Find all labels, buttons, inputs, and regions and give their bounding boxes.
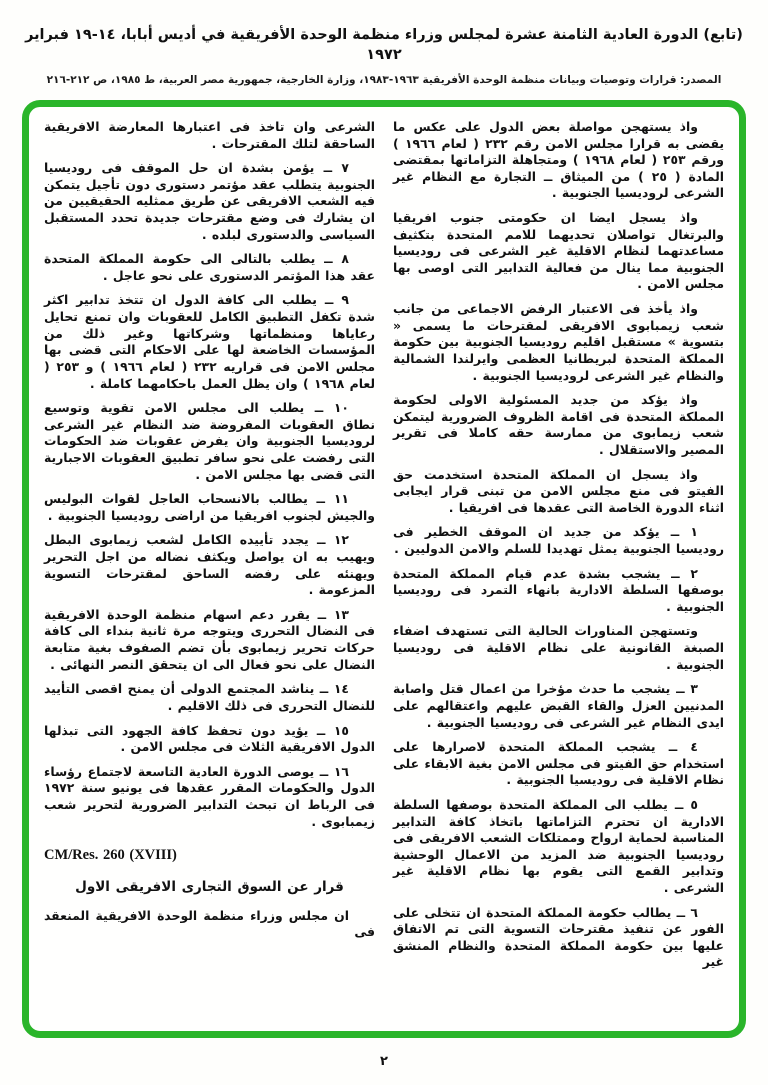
paragraph: واذ يسجل ان المملكة المتحدة استخدمت حق الفيتو فى منع مجلس الامن من تبنى قرار ايجابى اثناء الدورة الخاصة التى عقدها فى افريقيا . <box>393 466 724 515</box>
paragraph: ١٠ ــ يطلب الى مجلس الامن تقوية وتوسيع نطاق العقوبات المفروضة ضد النظام غير الشرعى لروديسيا الجنوبية وان يفرض عقوبات ضد الحكومات التى رفضت على نحو سافر تطبيق العقوبات الاجبارية التى قضى بها مجلس الامن . <box>44 400 375 482</box>
paragraph: ١٥ ــ يؤيد دون تحفظ كافة الجهود التى تبذلها الدول الافريقية الثلاث فى مجلس الامن . <box>44 722 375 755</box>
column-left <box>44 119 375 1023</box>
column-right <box>393 119 724 1023</box>
header-source-line: المصدر: قرارات وتوصيات وبيانات منظمة الوحدة الأفريقية ١٩٦٣-١٩٨٣، وزارة الخارجية، جمهورية مصر العربية، ط ١٩٨٥، ص ٢١٢-٢١٦ <box>46 74 722 87</box>
paragraph: ٨ ــ يطلب بالتالى الى حكومة المملكة المتحدة عقد هذا المؤتمر الدستورى على نحو عاجل . <box>44 251 375 283</box>
paragraph: ١٤ ــ يناشد المجتمع الدولى أن يمنح اقصى التأييد للنضال التحررى فى ذلك الاقليم . <box>44 681 375 713</box>
content-frame <box>22 100 746 1038</box>
paragraph: ١٦ ــ يوصى الدورة العادية التاسعة لاجتماع رؤساء الدول والحكومات المقرر عقدها فى يونيو سنة ١٩٧٢ فى الرباط ان تبحث التدابير الضرورية لتحرير شعب زيمبابوى . <box>44 763 375 829</box>
paragraph: ان مجلس وزراء منظمة الوحدة الافريقية المنعقد فى <box>44 907 375 940</box>
page-header <box>20 26 748 86</box>
section-heading: قرار عن السوق التجارى الافريقى الاول <box>75 878 344 895</box>
page-number: ٢ <box>380 1054 388 1069</box>
paragraph: وتستهجن المناورات الحالية التى تستهدف اضفاء الصبغة القانونية على نظام الاقلية فى روديسيا الجنوبية . <box>393 623 724 672</box>
paragraph: ٧ ــ يؤمن بشدة ان حل الموقف فى روديسيا الجنوبية يتطلب عقد مؤتمر دستورى دون تأجيل يتمكن فيه الشعب الافريقى عن طريق ممثليه الحقيقيين من ان يشارك فى وضع مقترحات جديدة تحدد المستقبل السياسى والدستورى لبلده . <box>44 160 375 242</box>
paragraph: واذ يأخذ فى الاعتبار الرفض الاجماعى من جانب شعب زيمبابوى الافريقى لمقترحات ما يسمى « بتسوية » مستقبل اقليم روديسيا الجنوبية بين حكومة المملكة المتحدة لبريطانيا العظمى وايرلندا الشمالية والنظام غير الشرعى لروديسيا الجنوبية . <box>393 301 724 383</box>
paragraph: ٦ ــ يطالب حكومة المملكة المتحدة ان تتخلى على الفور عن تنفيذ مقترحات التسوية التى تم الاتفاق عليها بين حكومة المملكة المتحدة والنظام المنشق غير <box>393 904 724 970</box>
paragraph: ٣ ــ يشجب ما حدث مؤخرا من اعمال قتل واصابة المدنيين العزل والقاء القبض عليهم واعتقالهم على ايدى النظام غير الشرعى فى روديسيا الجنوبية . <box>393 681 724 730</box>
paragraph: ١٢ ــ يجدد تأييده الكامل لشعب زيمابوى البطل ويهيب به ان يواصل ويكثف نضاله من اجل التحرير ويهنئه على رفضه الساحق لمقترحات التسوية المزعومة . <box>44 532 375 598</box>
paragraph: واذ يؤكد من جديد المسئولية الاولى لحكومة المملكة المتحدة فى اقامة الظروف الضرورية ليتمكن شعب زيمابوى من ممارسة حقه كاملا فى تقرير المصير والاستقلال . <box>393 392 724 457</box>
continuation-paragraph: الشرعى وان تاخذ فى اعتبارها المعارضة الافريقية الساحقة لتلك المقترحات . <box>44 119 375 151</box>
paragraph: ٤ ــ يشجب المملكة المتحدة لاصرارها على استخدام حق الفيتو فى مجلس الامن بغية الابقاء على نظام الاقلية فى روديسيا الجنوبية . <box>393 739 724 788</box>
resolution-ref: CM/Res. 260 (XVIII) <box>44 847 177 864</box>
paragraph: ١١ ــ يطالب بالانسحاب العاجل لقوات البوليس والجيش لجنوب افريقيا من اراضى روديسيا الجنوبية . <box>44 491 375 523</box>
paragraph: ١٣ ــ يقرر دعم اسهام منظمة الوحدة الافريقية فى النضال التحررى ويتوجه مرة ثانية بنداء الى كافة حركات تحرير زيمابوى بأن تضم الصفوف بغية متابعة النضال على نحو فعال الى ان يتحقق النصر النهائى . <box>44 606 375 672</box>
paragraph: واذ يستهجن مواصلة بعض الدول على عكس ما يقضى به قرارا مجلس الامن رقم ٢٣٢ ( لعام ١٩٦٦ ) ورقم ٢٥٣ ( لعام ١٩٦٨ ) ومتجاهلة التزاماتها بمقتضى المادة ( ٢٥ ) من الميثاق ــ التجارة مع النظام غير الشرعى لروديسيا الجنوبية . <box>393 119 725 201</box>
text-columns <box>44 119 724 1023</box>
header-session-title: (تابع) الدورة العادية الثامنة عشرة لمجلس وزراء منظمة الوحدة الأفريقية في أديس أبابا، ١٤-١٩ فبراير ١٩٧٢ <box>25 27 743 63</box>
paragraph: ١ ــ يؤكد من جديد ان الموقف الخطير فى روديسيا الجنوبية يمثل تهديدا للسلم والامن الدوليين . <box>393 524 724 557</box>
paragraph: ٢ ــ يشجب بشدة عدم قيام المملكة المتحدة بوصفها السلطة الادارية بانهاء التمرد فى روديسيا الجنوبية . <box>393 565 724 614</box>
paragraph: ٥ ــ يطلب الى المملكة المتحدة بوصفها السلطة الادارية ان تحترم التزاماتها باتخاذ كافة التدابير المناسبة لحماية ارواح وممتلكات الشعب الافريقى فى روديسيا الجنوبية ضد المزيد من الاعمال الوحشية وتدابير القمع التى يقوم بها نظام الاقلية غير الشرعى . <box>393 796 724 895</box>
paragraph: ٩ ــ يطلب الى كافة الدول ان تتخذ تدابير اكثر شدة تكفل التطبيق الكامل للعقوبات وان تمنع تحايل رعاياها ومنظماتها وشركاتها وغير ذلك من المؤسسات الخاضعة لها على الاحكام التى قضى بها مجلس الامن فى قراريه ٢٣٢ ( لعام ١٩٦٦ ) و ٢٥٣ ( لعام ١٩٦٨ ) وان يظل العمل باحكامهما كاملة . <box>44 292 375 391</box>
paragraph: واذ يسجل ايضا ان حكومتى جنوب افريقيا والبرتغال تواصلان تحديهما للامم المتحدة بتكثيف مساعدتهما لنظام الاقلية غير الشرعى فى روديسيا الجنوبية مما ينال من فعالية التدابير التى اوصى بها مجلس الامن . <box>393 210 724 292</box>
